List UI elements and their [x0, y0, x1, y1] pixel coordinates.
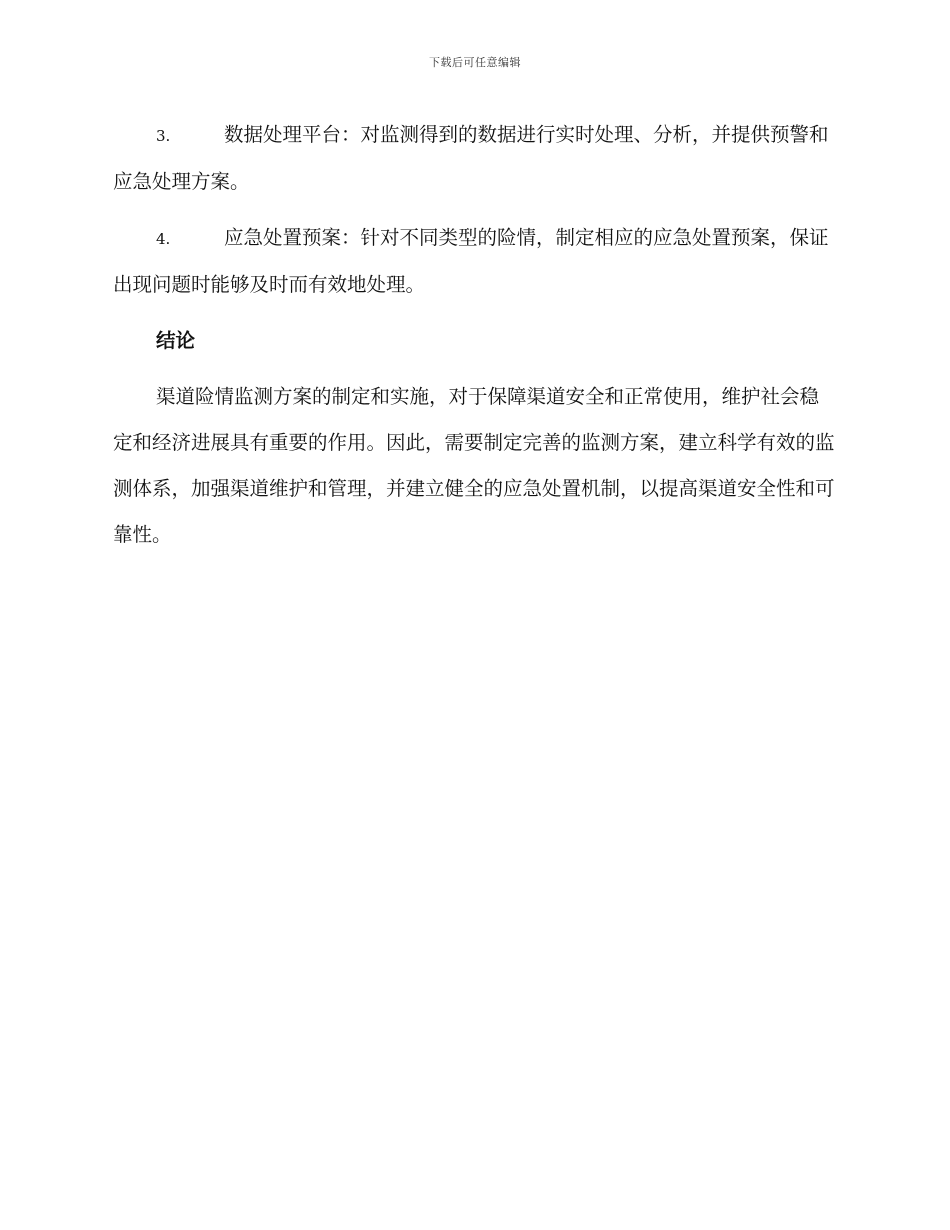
- document-body: [113, 112, 835, 558]
- list-item-3: [113, 112, 835, 205]
- list-number: 4.: [156, 230, 171, 248]
- list-item-text: 数据处理平台：对监测得到的数据进行实时处理、分析，并提供预警和应急处理方案。: [113, 123, 829, 193]
- page-header: 下载后可任意编辑: [429, 56, 521, 69]
- list-item-text: 应急处置预案：针对不同类型的险情，制定相应的应急处置预案，保证出现问题时能够及时而有效地处理。: [113, 226, 829, 296]
- list-number: 3.: [156, 127, 171, 145]
- conclusion-paragraph: 渠道险情监测方案的制定和实施，对于保障渠道安全和正常使用，维护社会稳定和经济进展具有重要的作用。因此，需要制定完善的监测方案，建立科学有效的监测体系，加强渠道维护和管理，并建立健全的应急处置机制，以提高渠道安全性和可靠性。: [113, 385, 835, 546]
- list-item-4: [113, 215, 835, 308]
- section-heading-conclusion: 结论: [156, 329, 196, 352]
